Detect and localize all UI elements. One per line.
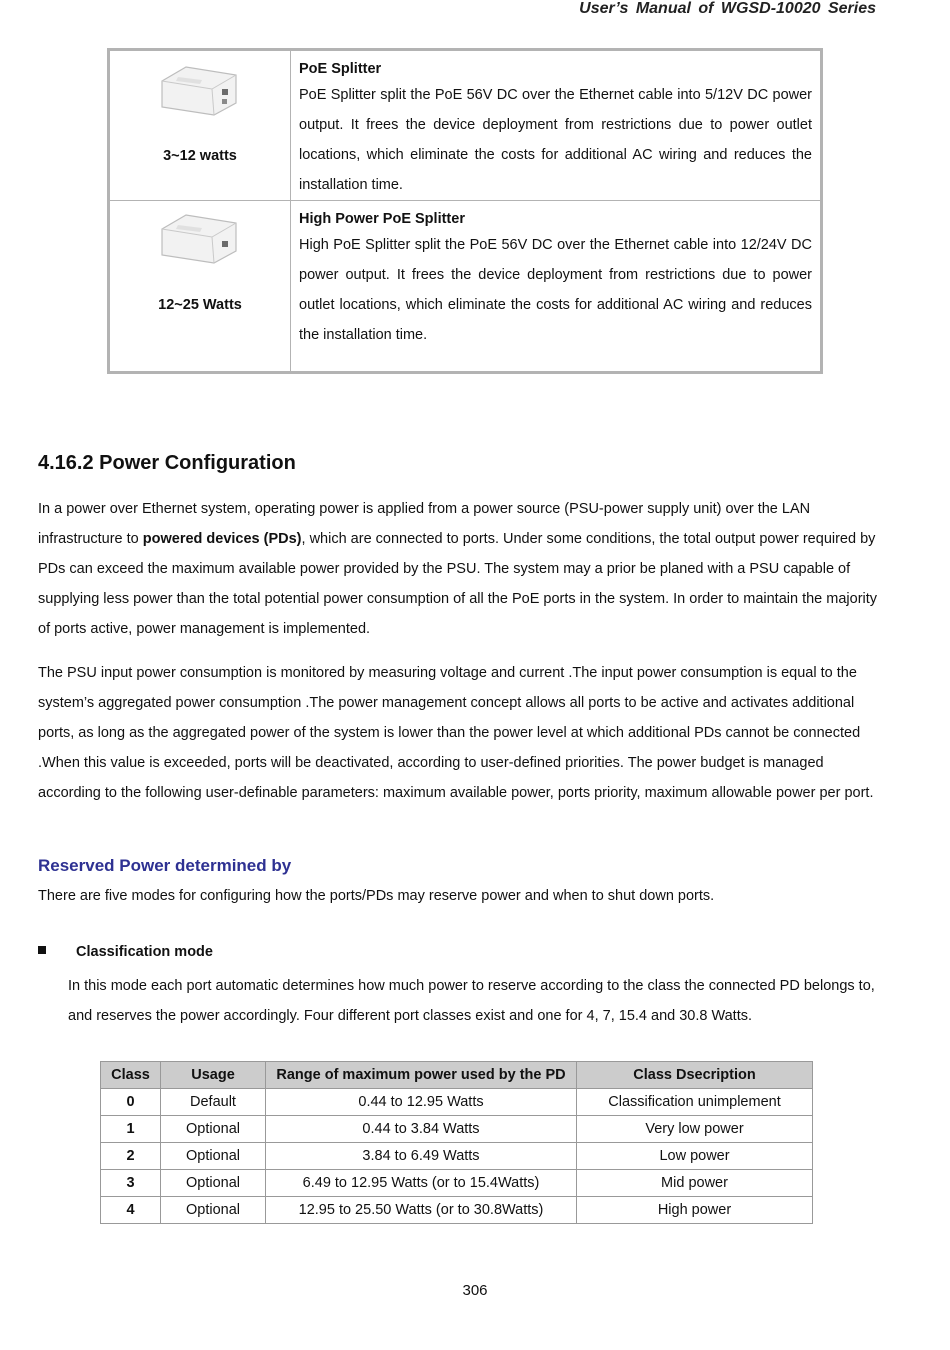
table-cell: 6.49 to 12.95 Watts (or to 15.4Watts) — [266, 1170, 577, 1197]
paragraph: In this mode each port automatic determines how much power to reserve according to the class the connected PD belongs to, and reserves the power accordingly. Four different port classes exist and one for 4, 7, 15.4 and 30.8 Watts. — [68, 978, 875, 1024]
subheading: Reserved Power determined by — [38, 856, 292, 875]
bold-term: powered devices (PDs) — [142, 531, 302, 547]
table-cell: Low power — [577, 1143, 813, 1170]
table-cell: High power — [577, 1197, 813, 1224]
poe-splitter-image — [156, 63, 240, 117]
table-cell: Optional — [161, 1170, 266, 1197]
table-row — [101, 1170, 813, 1197]
table-cell: 0.44 to 3.84 Watts — [266, 1116, 577, 1143]
table-cell: 2 — [101, 1143, 161, 1170]
splitter-image-cell — [109, 201, 291, 373]
splitter-table — [107, 48, 823, 374]
paragraph — [38, 494, 878, 644]
table-row — [101, 1089, 813, 1116]
table-cell: Optional — [161, 1143, 266, 1170]
page-header: User’s Manual of WGSD-10020 Series — [579, 0, 876, 17]
table-row — [101, 1197, 813, 1224]
splitter-title: High Power PoE Splitter — [299, 211, 465, 227]
splitter-text-cell — [291, 201, 822, 373]
table-cell: Default — [161, 1089, 266, 1116]
table-cell: Optional — [161, 1197, 266, 1224]
square-bullet-icon — [38, 946, 46, 954]
splitter-row — [109, 50, 822, 201]
splitter-title: PoE Splitter — [299, 61, 382, 77]
table-cell: Classification unimplement — [577, 1089, 813, 1116]
splitter-watts: 12~25 Watts — [158, 297, 242, 313]
paragraph: There are five modes for configuring how the ports/PDs may reserve power and when to shut down ports. — [38, 888, 715, 904]
splitter-text-cell — [291, 50, 822, 201]
column-header: Class Dsecription — [577, 1062, 813, 1089]
table-cell: Mid power — [577, 1170, 813, 1197]
table-row — [101, 1116, 813, 1143]
table-cell: 3.84 to 6.49 Watts — [266, 1143, 577, 1170]
table-cell: Optional — [161, 1116, 266, 1143]
table-cell: 0 — [101, 1089, 161, 1116]
splitter-description: PoE Splitter split the PoE 56V DC over the Ethernet cable into 5/12V DC power output. It frees the device deployment from restrictions due to power outlet locations, which eliminate the costs for additional AC wiring and reduces the installation time. — [299, 87, 812, 193]
class-table — [100, 1061, 813, 1224]
page-number: 306 — [462, 1282, 488, 1299]
bullet-label: Classification mode — [76, 944, 213, 960]
column-header: Class — [101, 1062, 161, 1089]
splitter-image-cell — [109, 50, 291, 201]
paragraph-text: In a power over Ethernet system, operating power is applied from a power source (PSU-power supply unit) over the LAN infrastructure to — [38, 501, 811, 547]
column-header: Range of maximum power used by the PD — [266, 1062, 577, 1089]
splitter-row — [109, 201, 822, 373]
table-cell: 1 — [101, 1116, 161, 1143]
table-cell: 12.95 to 25.50 Watts (or to 30.8Watts) — [266, 1197, 577, 1224]
section-title: 4.16.2 Power Configuration — [38, 452, 296, 474]
bullet-item — [38, 944, 213, 960]
paragraph: The PSU input power consumption is monitored by measuring voltage and current .The input power consumption is equal to the system’s aggregated power consumption .The power management concept allows all ports to be active and activates additional ports, as long as the aggregated power of the system is lower than the power level at which additional PDs cannot be connected .When this value is exceeded, ports will be deactivated, according to user-defined priorities. The power budget is managed according to the following user-definable parameters: maximum available power, ports priority, maximum allowable power per port. — [38, 665, 874, 801]
table-cell: 0.44 to 12.95 Watts — [266, 1089, 577, 1116]
table-cell: Very low power — [577, 1116, 813, 1143]
column-header: Usage — [161, 1062, 266, 1089]
table-row — [101, 1143, 813, 1170]
paragraph-text: , which are connected to ports. Under some conditions, the total output power required by PDs can exceed the maximum available power provided by the PSU. The system may a prior be planed with a PSU capable of supplying less power than the total potential power consumption of all the PoE ports in the system. In order to maintain the majority of ports active, power management is implemented. — [38, 531, 878, 637]
table-cell: 4 — [101, 1197, 161, 1224]
splitter-description: High PoE Splitter split the PoE 56V DC over the Ethernet cable into 12/24V DC power output. It frees the device deployment from restrictions due to power outlet locations, which eliminate the costs for additional AC wiring and reduces the installation time. — [299, 237, 812, 343]
table-cell: 3 — [101, 1170, 161, 1197]
splitter-watts: 3~12 watts — [163, 148, 237, 164]
high-power-poe-splitter-image — [156, 211, 240, 265]
table-header-row — [101, 1062, 813, 1089]
